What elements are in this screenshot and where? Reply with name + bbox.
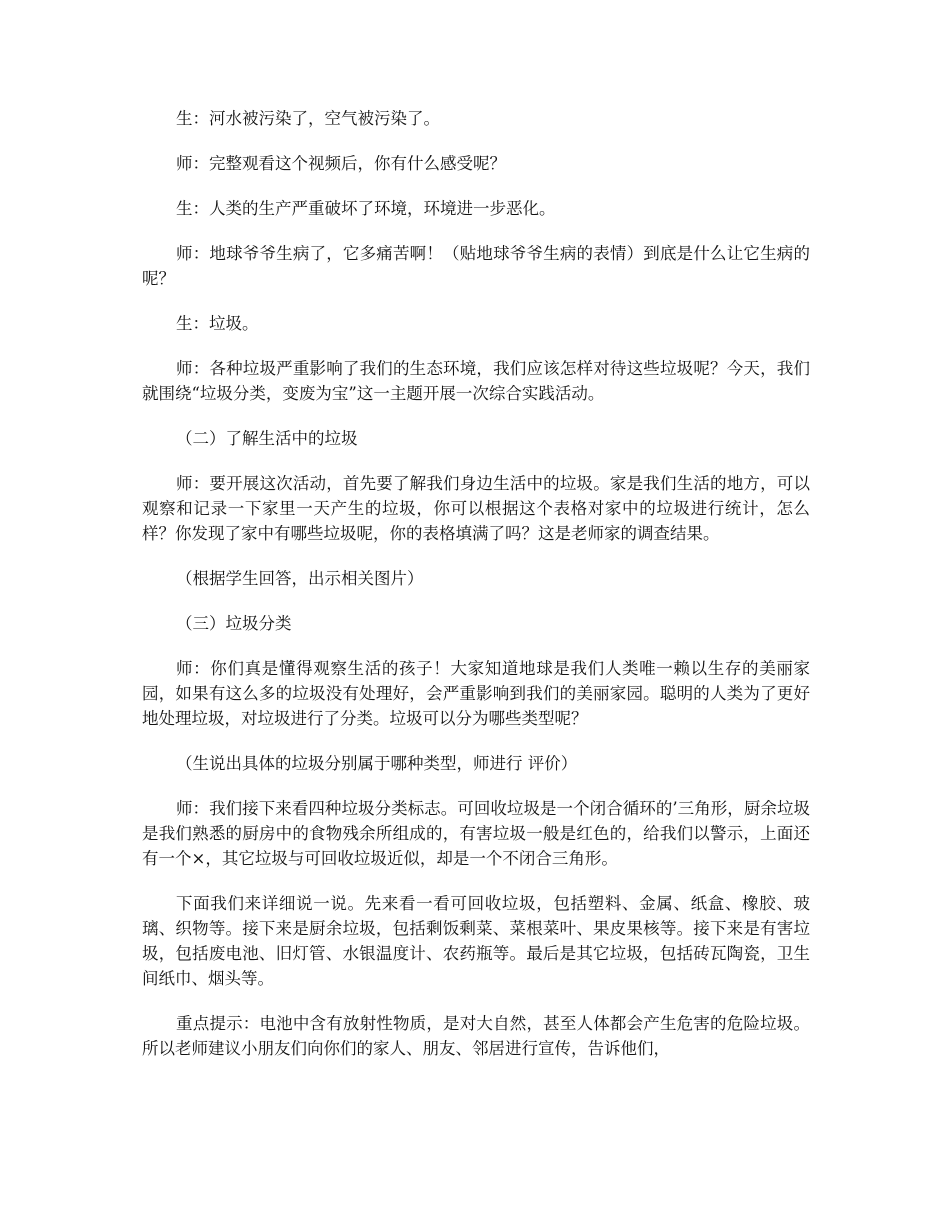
paragraph: 生：人类的生产严重破坏了环境，环境进一步恶化。	[176, 199, 556, 218]
paragraph: 生：垃圾。	[176, 314, 259, 333]
paragraph: 下面我们来详细说一说。先来看一看可回收垃圾，包括塑料、金属、纸盒、橡胶、玻璃、织物等。接下来是厨余垃圾，包括剩饭剩菜、菜根菜叶、果皮果核等。接下来是有害垃圾，包括废电池、旧灯管、水银温度计、农药瓶等。最后是其它垃圾，包括砖瓦陶瓷，卫生间纸巾、烟头等。	[142, 894, 810, 988]
paragraph: 师：你们真是懂得观察生活的孩子！大家知道地球是我们人类唯一赖以生存的美丽家园，如果有这么多的垃圾没有处理好，会严重影响到我们的美丽家园。聪明的人类为了更好地处理垃圾，对垃圾进行了分类。垃圾可以分为哪些类型呢？	[142, 659, 810, 728]
paragraph: （根据学生回答，出示相关图片）	[176, 569, 424, 588]
paragraph: 生：河水被污染了，空气被污染了。	[176, 109, 440, 128]
section-heading: （二）了解生活中的垃圾	[176, 429, 358, 448]
paragraph: 师：地球爷爷生病了，它多痛苦啊！（贴地球爷爷生病的表情）到底是什么让它生病的呢？	[142, 244, 810, 288]
document-body	[142, 106, 810, 1081]
paragraph: 师：完整观看这个视频后，你有什么感受呢？	[176, 154, 506, 173]
section-heading: （三）垃圾分类	[176, 614, 292, 633]
paragraph: （生说出具体的垃圾分别属于哪种类型，师进行 评价）	[176, 754, 578, 773]
paragraph: 师：要开展这次活动，首先要了解我们身边生活中的垃圾。家是我们生活的地方，可以观察和记录一下家里一天产生的垃圾，你可以根据这个表格对家中的垃圾进行统计，怎么样？你发现了家中有哪些垃圾呢，你的表格填满了吗？这是老师家的调查结果。	[142, 474, 810, 543]
paragraph: 重点提示：电池中含有放射性物质，是对大自然，甚至人体都会产生危害的危险垃圾。所以老师建议小朋友们向你们的家人、朋友、邻居进行宣传，告诉他们，	[142, 1014, 810, 1058]
paragraph: 师：我们接下来看四种垃圾分类标志。可回收垃圾是一个闭合循环的’三角形，厨余垃圾是我们熟悉的厨房中的食物残余所组成的，有害垃圾一般是红色的，给我们以警示，上面还有一个×，其它垃圾与可回收垃圾近似，却是一个不闭合三角形。	[142, 799, 810, 868]
paragraph: 师：各种垃圾严重影响了我们的生态环境，我们应该怎样对待这些垃圾呢？今天，我们就围绕“垃圾分类，变废为宝”这一主题开展一次综合实践活动。	[142, 359, 810, 403]
